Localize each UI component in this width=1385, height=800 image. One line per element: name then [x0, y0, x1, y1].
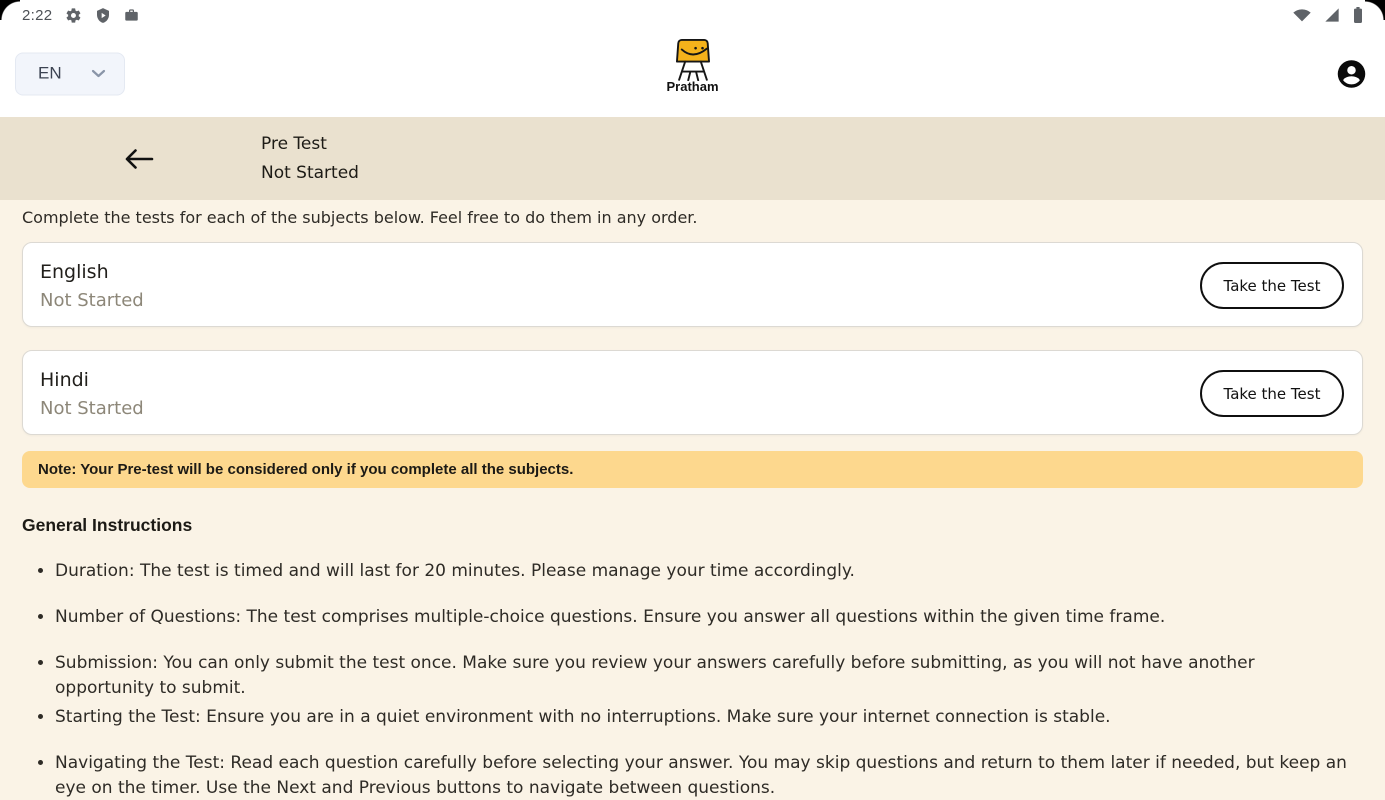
- account-circle-icon: [1335, 75, 1368, 94]
- language-selected-value: EN: [38, 63, 62, 83]
- intro-text: Complete the tests for each of the subjects below. Feel free to do them in any order.: [22, 208, 698, 227]
- instruction-item-navigating: • Navigating the Test: Read each question carefully before selecting your answer. You may skip questions and return to them later if needed, but keep an eye on the timer. Use the Next and Previous buttons to navigate between questions.: [55, 751, 1352, 800]
- main-content: [0, 208, 1385, 800]
- pratham-logo-icon: [667, 37, 719, 81]
- device-corner-top-right: [1365, 0, 1385, 20]
- pratham-logo-label: Pratham: [666, 79, 719, 94]
- play-protect-icon: [95, 7, 111, 24]
- subject-card-english: [22, 242, 1363, 327]
- language-selector[interactable]: [15, 52, 125, 95]
- pratham-logo: [666, 37, 718, 94]
- subject-name: English: [40, 261, 109, 283]
- work-profile-icon: [124, 7, 139, 23]
- take-the-test-button-hindi[interactable]: Take the Test: [1200, 370, 1344, 417]
- device-corner-top-left: [0, 0, 20, 20]
- cellular-signal-icon: [1324, 8, 1340, 22]
- settings-icon: [65, 7, 82, 24]
- subject-name: Hindi: [40, 369, 89, 391]
- page-toolbar: [0, 117, 1385, 200]
- page-title: Pre Test: [261, 133, 327, 154]
- wifi-icon: [1293, 8, 1311, 22]
- page-status: Not Started: [261, 162, 359, 183]
- instruction-item-duration: • Duration: The test is timed and will last for 20 minutes. Please manage your time accordingly.: [55, 559, 1352, 584]
- subject-status: Not Started: [40, 398, 144, 419]
- arrow-left-icon: [124, 148, 154, 170]
- subject-status: Not Started: [40, 290, 144, 311]
- chevron-down-icon: [91, 69, 106, 79]
- note-text: Note: Your Pre-test will be considered only if you complete all the subjects.: [38, 461, 574, 478]
- take-the-test-button-english[interactable]: Take the Test: [1200, 262, 1344, 309]
- account-button[interactable]: [1335, 57, 1368, 90]
- battery-icon: [1353, 7, 1363, 23]
- instruction-item-submission: • Submission: You can only submit the test once. Make sure you review your answers carefully before submitting, as you will not have another opportunity to submit.: [55, 651, 1352, 701]
- subject-card-hindi: [22, 350, 1363, 435]
- status-time: 2:22: [22, 6, 53, 24]
- instructions-heading: General Instructions: [22, 515, 193, 535]
- instruction-item-number-of-questions: • Number of Questions: The test comprises multiple-choice questions. Ensure you answer all questions within the given time frame.: [55, 605, 1352, 630]
- app-header: [0, 30, 1385, 117]
- status-bar: [0, 0, 1385, 30]
- instruction-item-starting: • Starting the Test: Ensure you are in a quiet environment with no interruptions. Make sure your internet connection is stable.: [55, 705, 1352, 730]
- back-button[interactable]: [122, 142, 156, 176]
- note-banner: [22, 451, 1363, 488]
- instructions-list: [22, 559, 1352, 800]
